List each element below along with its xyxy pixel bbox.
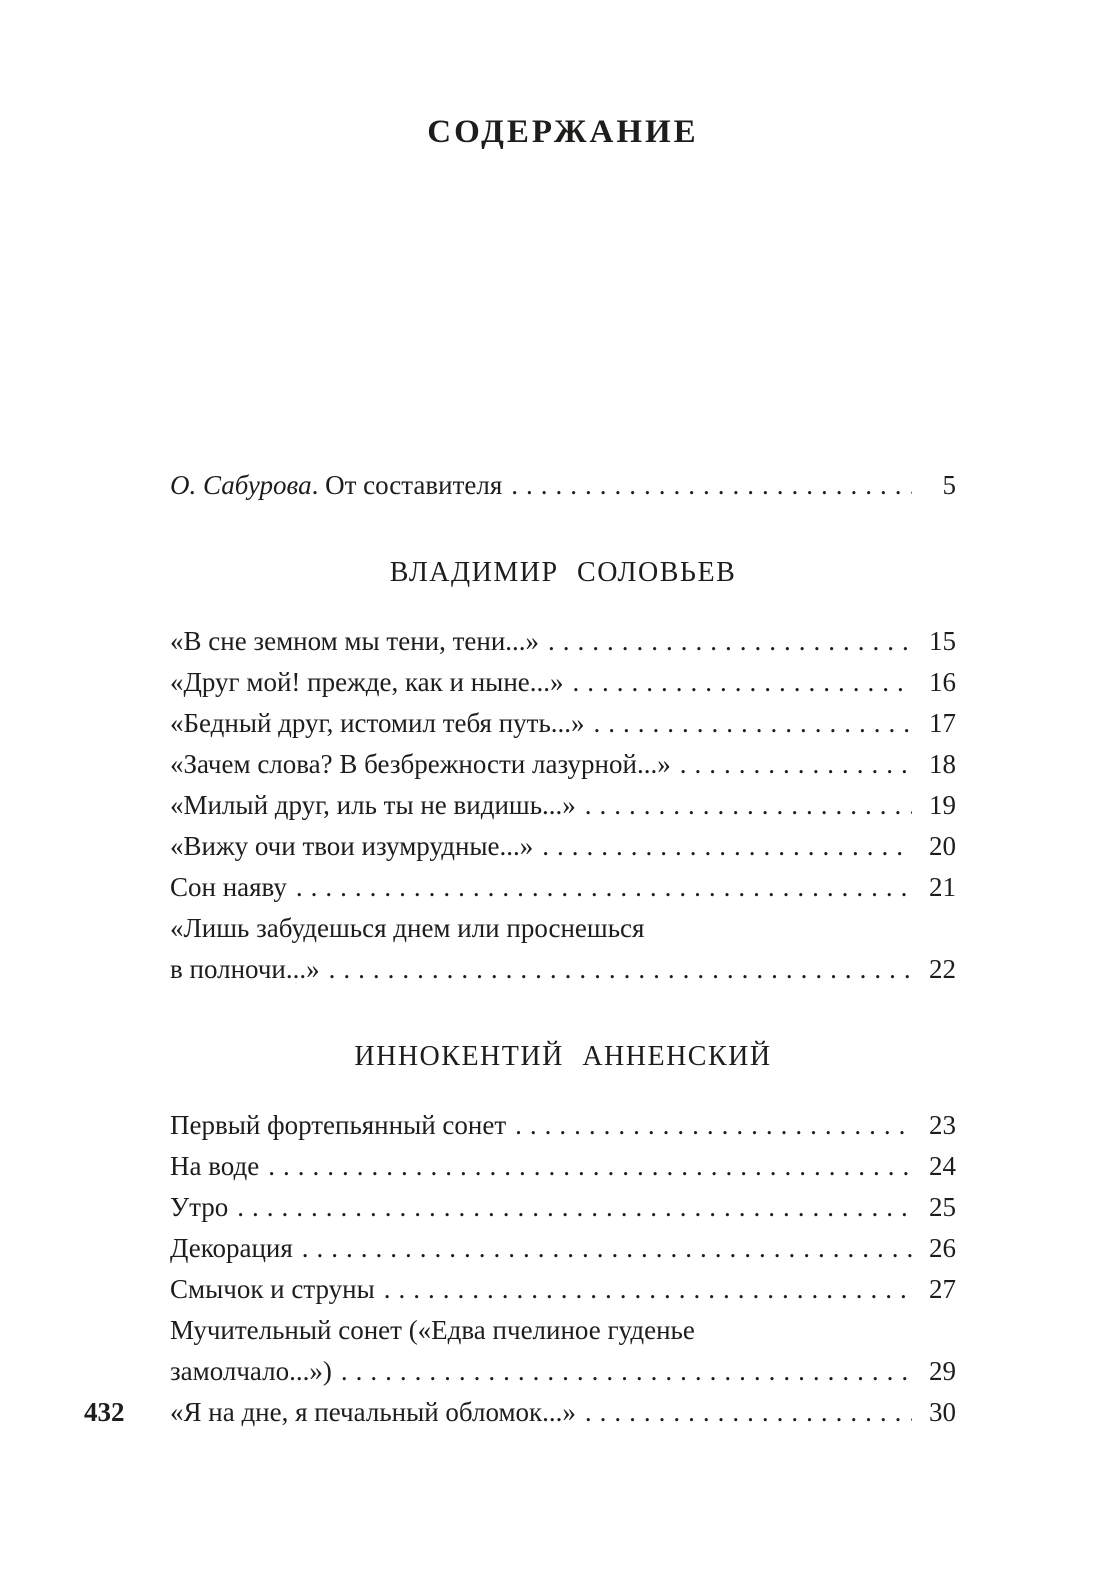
toc-entry-title	[170, 465, 502, 506]
dot-leader	[548, 621, 912, 662]
toc-entry-title: «Лишь забудешься днем или проснешься	[170, 913, 645, 943]
toc-entry-page: 17	[929, 708, 956, 738]
toc-entry	[170, 1392, 956, 1433]
toc-entry-title: «Милый друг, иль ты не видишь...»	[170, 790, 576, 820]
dot-leader	[384, 1269, 912, 1310]
toc-entry	[170, 908, 956, 949]
toc-entry-title: На воде	[170, 1151, 260, 1181]
dot-leader	[511, 465, 912, 506]
toc-entry-page: 23	[929, 1110, 956, 1140]
section-heading: ВЛАДИМИР СОЛОВЬЕВ	[389, 557, 737, 588]
toc-entry-page: 20	[929, 831, 956, 861]
toc-entry	[170, 785, 956, 826]
toc-entry-title: Смычок и струны	[170, 1274, 375, 1304]
dot-leader	[542, 826, 912, 867]
toc-entry	[170, 949, 956, 990]
toc-entry-page: 24	[929, 1151, 956, 1181]
author-name: О. Сабурова	[170, 470, 312, 500]
toc-entry-title: «Вижу очи твои изумрудные...»	[170, 831, 534, 861]
toc-entry-page: 29	[929, 1356, 956, 1386]
toc-entry-title: Первый фортепьянный сонет	[170, 1110, 507, 1140]
toc-entry-page: 18	[929, 749, 956, 779]
toc-content	[170, 112, 956, 1433]
toc-entry-page: 27	[929, 1274, 956, 1304]
dot-leader	[237, 1187, 912, 1228]
toc-entry-title: Мучительный сонет («Едва пчелиное гуденье	[170, 1315, 695, 1345]
dot-leader	[341, 1351, 912, 1392]
folio-page-number: 432	[84, 1397, 125, 1427]
toc-entry-title: «Зачем слова? В безбрежности лазурной...»	[170, 749, 671, 779]
toc-entry-title: Утро	[170, 1192, 229, 1222]
dot-leader	[302, 1228, 912, 1269]
dot-leader	[594, 703, 912, 744]
toc-entry	[170, 662, 956, 703]
dot-leader	[680, 744, 912, 785]
toc-entry-page: 5	[942, 470, 956, 500]
dot-leader	[573, 662, 912, 703]
toc-entry-page: 15	[929, 626, 956, 656]
toc-entry	[170, 621, 956, 662]
toc-entry-title: «В сне земном мы тени, тени...»	[170, 626, 540, 656]
toc-sections	[170, 552, 956, 1433]
toc-entry-title: «Я на дне, я печальный обломок...»	[170, 1397, 576, 1427]
toc-entry-page: 22	[929, 954, 956, 984]
dot-leader	[585, 1392, 912, 1433]
dot-leader	[268, 1146, 912, 1187]
toc-entry	[170, 1187, 956, 1228]
toc-entry	[170, 1228, 956, 1269]
section-heading: ИННОКЕНТИЙ АННЕНСКИЙ	[354, 1041, 772, 1072]
toc-entry-title: «Бедный друг, истомил тебя путь...»	[170, 708, 585, 738]
toc-entry	[170, 826, 956, 867]
toc-entry	[170, 1310, 956, 1351]
dot-leader	[329, 949, 912, 990]
toc-entry-page: 21	[929, 872, 956, 902]
toc-entry-title: в полночи...»	[170, 954, 320, 984]
toc-entry-page: 19	[929, 790, 956, 820]
toc-entry	[170, 1146, 956, 1187]
toc-entry-page: 16	[929, 667, 956, 697]
toc-entry	[170, 703, 956, 744]
page-title: СОДЕРЖАНИЕ	[427, 114, 699, 150]
toc-entry-title: «Друг мой! прежде, как и ныне...»	[170, 667, 564, 697]
front-matter-title: . От составителя	[311, 470, 503, 500]
toc-entry-front-matter	[170, 465, 956, 506]
dot-leader	[515, 1105, 912, 1146]
toc-entry-page: 25	[929, 1192, 956, 1222]
toc-entry-title: замолчало...»)	[170, 1356, 332, 1386]
toc-entry-page: 26	[929, 1233, 956, 1263]
dot-leader	[585, 785, 912, 826]
toc-entry	[170, 1105, 956, 1146]
toc-entry	[170, 867, 956, 908]
toc-entry	[170, 744, 956, 785]
dot-leader	[296, 867, 912, 908]
toc-entry	[170, 1351, 956, 1392]
toc-entry-title: Сон наяву	[170, 872, 287, 902]
toc-entry	[170, 1269, 956, 1310]
toc-entry-title: Декорация	[170, 1233, 293, 1263]
toc-entry-page: 30	[929, 1397, 956, 1427]
